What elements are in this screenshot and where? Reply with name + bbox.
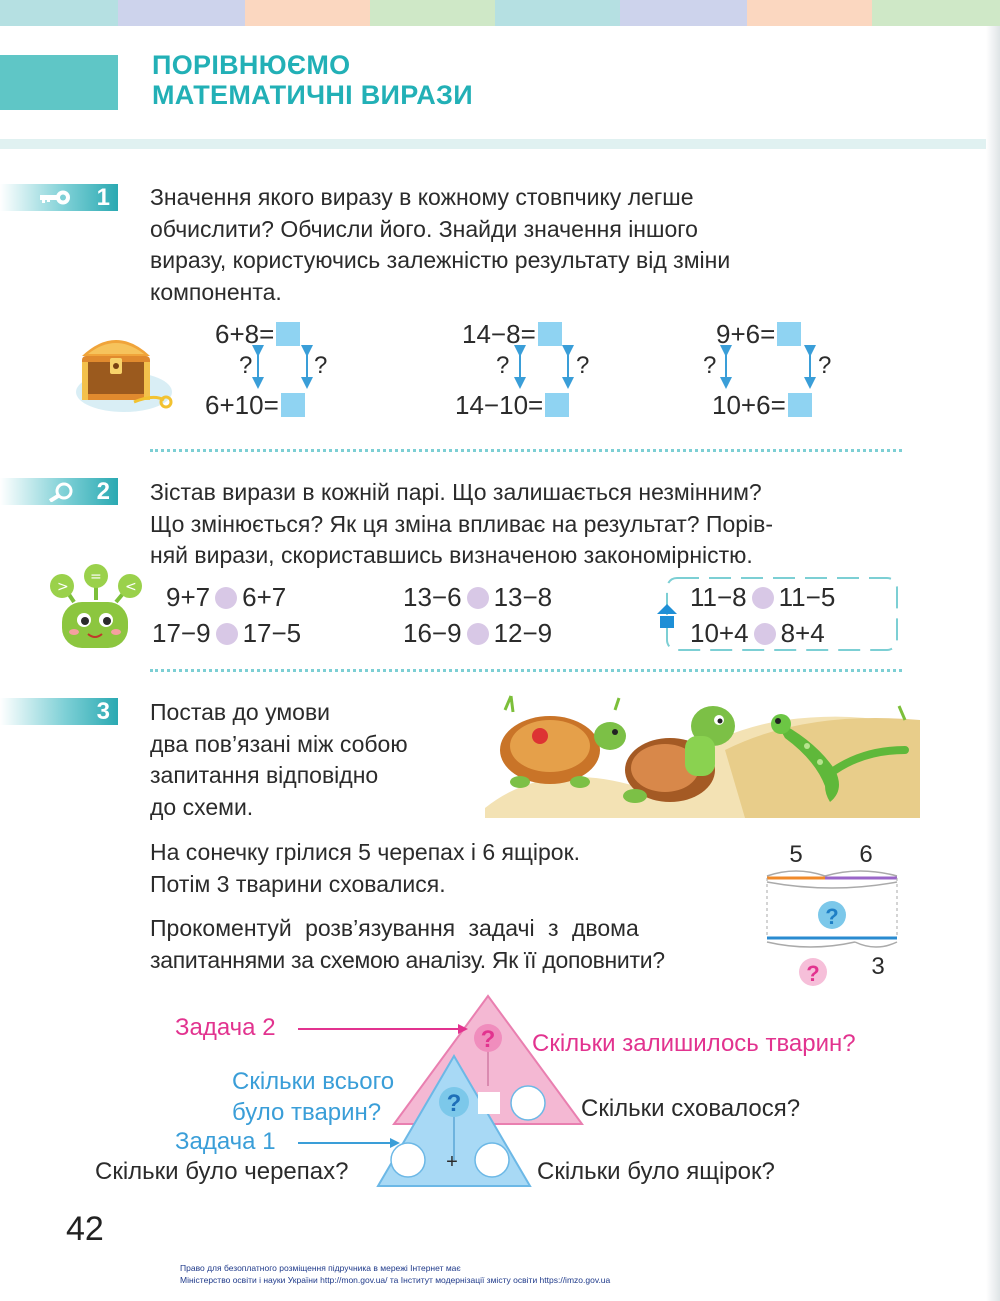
task-3-line: запитання відповідно bbox=[150, 762, 379, 788]
question-line: Скільки всього bbox=[232, 1068, 395, 1095]
expression-text: 17−9 bbox=[152, 618, 211, 648]
section-divider bbox=[150, 449, 902, 452]
expression-text: 6+10= bbox=[205, 390, 279, 420]
svg-text:=: = bbox=[90, 569, 102, 585]
task-3-condition bbox=[150, 837, 580, 900]
task-2-line: Зістав вирази в кожній парі. Що залишається незмінним? bbox=[150, 479, 762, 505]
expression-text: 13−6 bbox=[403, 582, 462, 612]
bar-scheme bbox=[760, 838, 910, 988]
expression-text: 11−8 bbox=[690, 582, 747, 612]
page-edge-shadow bbox=[986, 26, 1000, 1301]
task-1-label: Задача 1 bbox=[175, 1128, 276, 1155]
answer-box[interactable] bbox=[777, 322, 801, 346]
comparison-pair bbox=[690, 618, 825, 648]
title-underline bbox=[0, 139, 986, 149]
task-3-line: Потім 3 тварини сховалися. bbox=[150, 870, 446, 897]
svg-text:>: > bbox=[57, 579, 69, 595]
expression-text: 10+4 bbox=[690, 618, 749, 648]
expression-text: 14−10= bbox=[455, 390, 544, 420]
expression-col1-bottom bbox=[205, 390, 305, 420]
plus-sign: + bbox=[446, 1151, 458, 1173]
answer-box[interactable] bbox=[538, 322, 562, 346]
answer-box[interactable] bbox=[281, 393, 305, 417]
question-mark: ? bbox=[576, 352, 590, 379]
unknown-left-question: ? bbox=[480, 1026, 496, 1053]
task-3-line: На сонечку грілися 5 черепах і 6 ящірок. bbox=[150, 839, 581, 865]
task-1-line: виразу, користуючись залежністю результату від зміни bbox=[150, 247, 731, 273]
task-3-line: до схеми. bbox=[150, 793, 254, 820]
expression-col3-bottom bbox=[712, 390, 812, 420]
task-3-line: Прокоментуй розв’язування задачі з двома bbox=[150, 915, 639, 941]
expression-text: 6+8= bbox=[215, 319, 275, 349]
expression-text: 14−8= bbox=[462, 319, 536, 349]
answer-box[interactable] bbox=[545, 393, 569, 417]
question-mark: ? bbox=[239, 352, 253, 379]
task-2-line: няй вирази, скориставшись визначеною закономірністю. bbox=[150, 542, 753, 568]
comparison-pair bbox=[166, 582, 286, 612]
comparison-pair bbox=[403, 582, 552, 612]
question-mark: ? bbox=[818, 352, 832, 379]
page-number: 42 bbox=[66, 1210, 104, 1248]
expression-text: 8+4 bbox=[780, 618, 825, 648]
task-1-tag bbox=[0, 184, 118, 211]
compare-circle[interactable] bbox=[215, 587, 237, 609]
expression-text: 11−5 bbox=[778, 582, 836, 612]
turtles-lizard-illustration bbox=[485, 690, 920, 818]
scheme-value-5: 5 bbox=[789, 841, 803, 868]
expression-text: 16−9 bbox=[403, 618, 462, 648]
higher-level-icon bbox=[657, 604, 677, 628]
green-creature-illustration bbox=[44, 562, 144, 652]
question-how-many-total bbox=[232, 1066, 394, 1128]
task-3-line: Постав до умови bbox=[150, 699, 331, 725]
expression-col2-bottom bbox=[455, 390, 569, 420]
task-2-line: Що змінюється? Як ця зміна впливає на результат? Порів- bbox=[150, 510, 774, 537]
task-3-number: 3 bbox=[96, 698, 110, 725]
task-2-tag bbox=[0, 478, 118, 505]
compare-circle[interactable] bbox=[467, 587, 489, 609]
task-1-number: 1 bbox=[96, 184, 110, 211]
double-arrows bbox=[0, 345, 1000, 390]
footer-line-1: Право для безоплатного розміщення підручника в мережі Інтернет має bbox=[180, 1263, 461, 1273]
scheme-unknown-left: ? bbox=[806, 961, 820, 986]
compare-circle[interactable] bbox=[752, 587, 774, 609]
task-2-number: 2 bbox=[96, 478, 110, 505]
answer-box[interactable] bbox=[276, 322, 300, 346]
footer-line-2: Міністерство освіти і науки України http://mon.gov.ua/ та Інститут модернізації змісту освіти https://imzo.gov.ua bbox=[180, 1275, 611, 1285]
question-line: було тварин? bbox=[232, 1099, 382, 1126]
expression-text: 17−5 bbox=[242, 618, 302, 648]
task-2-text bbox=[150, 477, 773, 572]
task-3-tag bbox=[0, 698, 118, 725]
scheme-value-6: 6 bbox=[859, 841, 873, 868]
expression-text: 9+7 bbox=[166, 582, 211, 612]
task-3-line: два пов’язані між собою bbox=[150, 730, 408, 757]
expression-text: 12−9 bbox=[493, 618, 553, 648]
scheme-unknown-total: ? bbox=[825, 904, 839, 929]
expression-text: 6+7 bbox=[242, 582, 287, 612]
magnifier-icon bbox=[44, 481, 84, 502]
task-2-label: Задача 2 bbox=[175, 1014, 276, 1041]
title-line-2: МАТЕМАТИЧНІ ВИРАЗИ bbox=[152, 80, 473, 110]
title-line-1: ПОРІВНЮЄМО bbox=[152, 50, 351, 80]
question-how-many-left: Скільки залишилось тварин? bbox=[532, 1030, 856, 1057]
comparison-pair bbox=[152, 618, 301, 648]
question-how-many-hidden: Скільки сховалося? bbox=[581, 1095, 801, 1122]
compare-circle[interactable] bbox=[754, 623, 776, 645]
task-3-line: запитаннями за схемою аналізу. Як її доповнити? bbox=[150, 946, 665, 973]
task-3-intro bbox=[150, 697, 408, 823]
question-mark: ? bbox=[703, 352, 717, 379]
compare-circle[interactable] bbox=[216, 623, 238, 645]
section-divider bbox=[150, 669, 902, 672]
task-3-comment bbox=[150, 913, 665, 976]
expression-text: 13−8 bbox=[493, 582, 553, 612]
answer-box[interactable] bbox=[788, 393, 812, 417]
task-1-line: обчислити? Обчисли його. Знайди значення іншого bbox=[150, 215, 698, 242]
task-1-line: компонента. bbox=[150, 278, 282, 305]
question-mark: ? bbox=[496, 352, 510, 379]
task-1-text bbox=[150, 182, 730, 308]
key-icon bbox=[36, 187, 76, 208]
question-mark: ? bbox=[314, 352, 328, 379]
title-accent-block bbox=[0, 55, 118, 110]
svg-text:<: < bbox=[125, 579, 137, 595]
scheme-value-3: 3 bbox=[871, 953, 885, 980]
task-1-line: Значення якого виразу в кожному стовпчику легше bbox=[150, 184, 694, 210]
unknown-total-question: ? bbox=[446, 1090, 462, 1117]
question-how-many-turtles: Скільки було черепах? bbox=[95, 1158, 349, 1185]
comparison-pair bbox=[690, 582, 835, 612]
expression-text: 9+6= bbox=[716, 319, 776, 349]
comparison-pair bbox=[403, 618, 552, 648]
compare-circle[interactable] bbox=[467, 623, 489, 645]
page-title bbox=[152, 50, 473, 110]
expression-text: 10+6= bbox=[712, 390, 786, 420]
question-how-many-lizards: Скільки було ящірок? bbox=[537, 1158, 775, 1185]
